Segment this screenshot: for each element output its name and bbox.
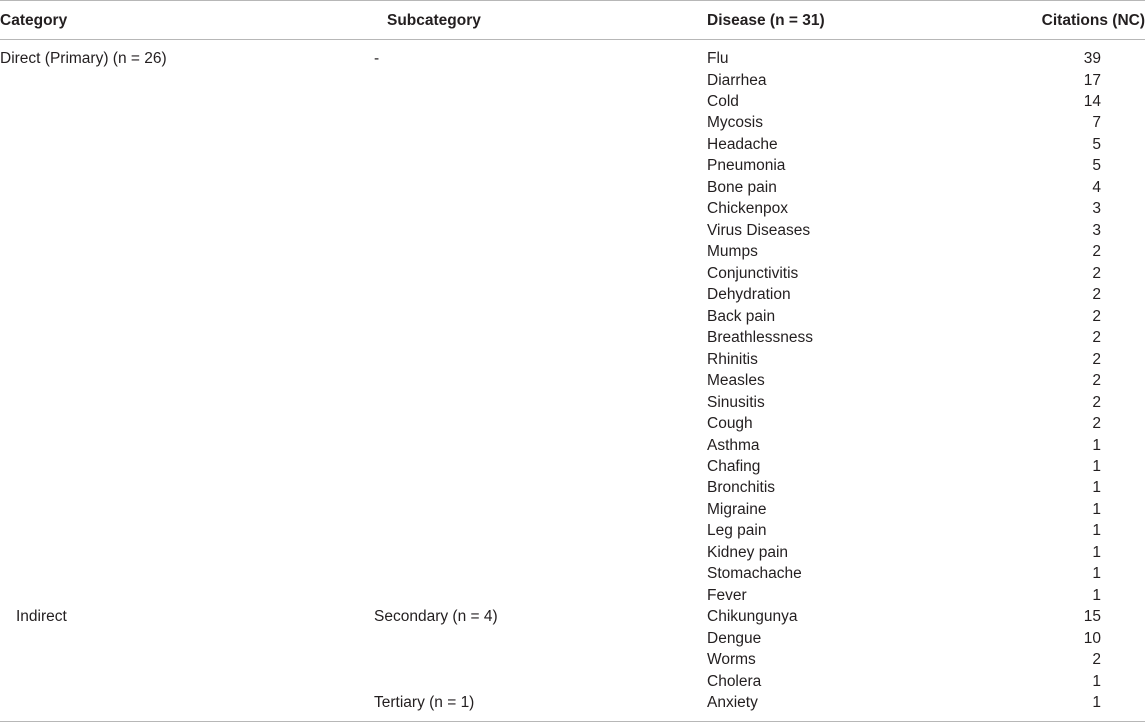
disease-cell: Virus Diseases — [707, 221, 811, 239]
citations-cell: 2 — [1092, 307, 1101, 325]
disease-cell: Asthma — [707, 436, 760, 454]
disease-cell: Bone pain — [707, 178, 777, 196]
citations-cell: 1 — [1092, 479, 1101, 497]
disease-cell: Sinusitis — [707, 393, 765, 411]
citations-cell: 1 — [1092, 543, 1101, 561]
citations-cell: 1 — [1092, 522, 1101, 540]
citations-cell: 1 — [1092, 565, 1101, 583]
citations-cell: 1 — [1092, 500, 1101, 518]
disease-cell: Diarrhea — [707, 71, 767, 89]
disease-cell: Fever — [707, 586, 747, 604]
disease-cell: Back pain — [707, 307, 776, 325]
disease-cell: Bronchitis — [707, 479, 776, 497]
disease-cell: Dengue — [707, 629, 762, 647]
disease-cell: Chafing — [707, 457, 761, 475]
disease-cell: Stomachache — [707, 565, 802, 583]
disease-cell: Anxiety — [707, 694, 758, 712]
citations-cell: 7 — [1092, 114, 1101, 132]
citations-cell: 2 — [1092, 286, 1101, 304]
citations-cell: 1 — [1092, 586, 1101, 604]
citations-cell: 2 — [1092, 651, 1101, 669]
disease-cell: Mycosis — [707, 114, 763, 132]
disease-cell: Cough — [707, 415, 753, 432]
citations-cell: 4 — [1092, 178, 1101, 196]
disease-cell: Cholera — [707, 672, 762, 690]
citations-cell: 1 — [1092, 436, 1101, 454]
disease-cell: Chikungunya — [707, 608, 798, 626]
citations-cell: 15 — [1083, 608, 1101, 626]
disease-cell: Flu — [707, 50, 729, 67]
disease-cell: Headache — [707, 135, 778, 153]
disease-cell: Leg pain — [707, 522, 767, 540]
header-disease: Disease (n = 31) — [707, 12, 825, 29]
citations-cell: 39 — [1083, 50, 1101, 67]
disease-cell: Rhinitis — [707, 350, 758, 368]
header-category: Category — [0, 12, 68, 29]
citations-cell: 2 — [1092, 415, 1101, 432]
citations-cell: 1 — [1092, 672, 1101, 690]
bottom-rule — [0, 721, 1145, 722]
citations-cell: 5 — [1092, 157, 1101, 175]
citations-cell: 14 — [1083, 92, 1101, 110]
disease-cell: Chickenpox — [707, 200, 788, 218]
citations-cell: 3 — [1092, 221, 1101, 239]
citations-cell: 5 — [1092, 135, 1101, 153]
disease-cell: Measles — [707, 372, 765, 389]
citations-cell: 2 — [1092, 350, 1101, 368]
disease-cell: Kidney pain — [707, 543, 789, 561]
citations-cell: 2 — [1092, 243, 1101, 261]
disease-cell: Worms — [707, 651, 756, 669]
disease-cell: Mumps — [707, 243, 758, 261]
group-subcategory: - — [374, 50, 380, 67]
citations-cell: 1 — [1092, 694, 1101, 712]
citations-cell: 2 — [1092, 393, 1101, 411]
citations-cell: 1 — [1092, 457, 1101, 475]
disease-cell: Cold — [707, 92, 739, 110]
group-subcategory: Secondary (n = 4) — [374, 608, 498, 625]
group-category: Direct (Primary) (n = 26) — [0, 50, 167, 67]
citations-cell: 10 — [1083, 629, 1101, 647]
citations-cell: 2 — [1092, 372, 1101, 389]
citations-cell: 17 — [1083, 71, 1101, 89]
header-citations: Citations (NC) — [1041, 12, 1145, 29]
group-subcategory: Tertiary (n = 1) — [374, 694, 475, 711]
citations-cell: 2 — [1092, 264, 1101, 282]
header-subcategory: Subcategory — [387, 12, 481, 29]
disease-cell: Breathlessness — [707, 329, 813, 347]
citations-cell: 2 — [1092, 329, 1101, 347]
disease-cell: Dehydration — [707, 286, 791, 304]
disease-cell: Pneumonia — [707, 157, 786, 175]
citations-cell: 3 — [1092, 200, 1101, 218]
disease-cell: Migraine — [707, 500, 767, 518]
disease-cell: Conjunctivitis — [707, 264, 799, 282]
group-category: Indirect — [16, 608, 67, 625]
